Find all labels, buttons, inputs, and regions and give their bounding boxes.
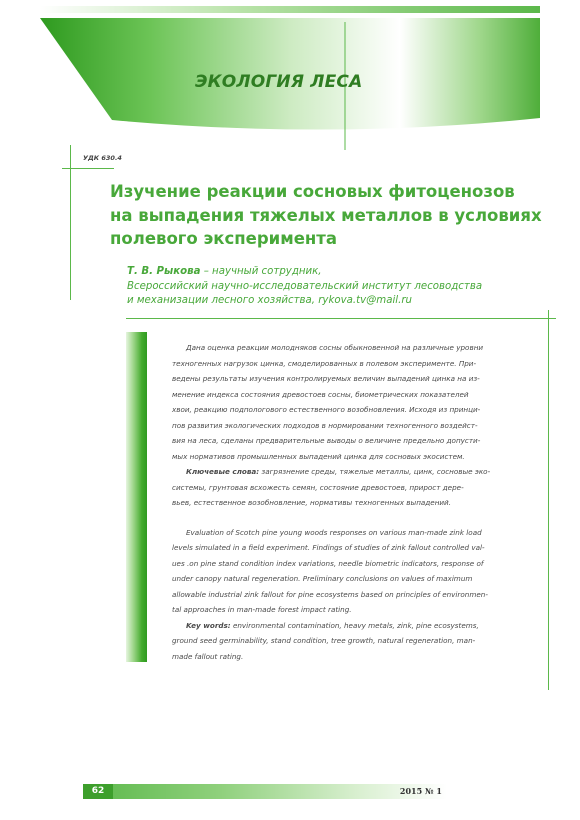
- abstract-ru-line: хвои, реакцию подпологового естественного возобновления. Исходя из принци-: [172, 405, 481, 414]
- right-vertical-rule: [548, 310, 549, 690]
- abstract-en-line: Evaluation of Scotch pine young woods responses on various man-made zink load: [186, 527, 482, 537]
- issue-label: 2015 № 1: [399, 786, 442, 796]
- keywords-ru-text: загрязнение среды, тяжелые металлы, цинк, сосновые эко-: [259, 467, 491, 476]
- article-title: [110, 180, 550, 251]
- title-line: на выпадения тяжелых металлов в условиях: [110, 205, 542, 225]
- keywords-en-text: environmental contamination, heavy metals, zink, pine ecosystems,: [230, 620, 479, 630]
- abstract-ru-line: менение индекса состояния древостоев сосны, биометрических показателей: [172, 389, 469, 399]
- author-name: Т. В. Рыкова: [127, 266, 201, 277]
- author-affiliation: Всероссийский научно-исследовательский институт лесоводства: [127, 280, 483, 292]
- keywords-ru-line: [172, 464, 490, 480]
- top-strip: [40, 6, 540, 13]
- abstract-ru-line: вия на леса, сделаны предварительные выводы о величине предельно допусти-: [172, 436, 481, 445]
- keywords-en-line: ground seed germinability, stand condition, tree growth, natural regeneration, man-: [172, 636, 476, 645]
- author-affiliation-email: и механизации лесного хозяйства, rykova.tv@mail.ru: [127, 295, 413, 306]
- keywords-ru: [172, 464, 490, 511]
- author-role: – научный сотрудник,: [200, 266, 322, 277]
- abstract-ru: [172, 340, 490, 464]
- title-line: Изучение реакции сосновых фитоценозов: [110, 182, 515, 201]
- keywords-en: [172, 618, 490, 665]
- abstract-ru-line: техногенных нагрузок цинка, смоделированных в полевом эксперименте. При-: [172, 358, 477, 368]
- abstract-ru-line: пов развития экологических подходов в нормировании техногенного воздейст-: [172, 420, 478, 430]
- title-line: полевого эксперимента: [110, 229, 337, 248]
- abstract-ru-line: ведены результаты изучения контролируемых величин выпадений цинка на из-: [172, 374, 480, 383]
- abstract-en-line: ues .on pine stand condition index variations, needle biometric indicators, response of: [172, 558, 484, 568]
- page-number: 62: [83, 784, 113, 799]
- abstract-top-rule: [126, 318, 556, 319]
- section-title: ЭКОЛОГИЯ ЛЕСА: [195, 72, 363, 92]
- abstract-en: [172, 525, 490, 618]
- footer-bar: [83, 784, 538, 799]
- udk-code: УДК 630.4: [83, 154, 122, 162]
- abstract-en-line: allowable industrial zink fallout for pine ecosystems based on principles of environmen-: [172, 589, 488, 599]
- author-line: [127, 265, 547, 280]
- udk-rule: [62, 168, 114, 169]
- author-block: [127, 265, 547, 309]
- keywords-ru-line: системы, грунтовая всхожесть семян, состояние древостоев, прирост дере-: [172, 482, 464, 492]
- keywords-ru-label: Ключевые слова:: [186, 467, 260, 476]
- abstract-side-bar: [126, 332, 147, 662]
- abstract-ru-line: Дана оценка реакции молодняков сосны обыкновенной на различные уровни: [186, 343, 484, 352]
- keywords-ru-line: вьев, естественное возобновление, нормативы техногенных выпадений.: [172, 498, 452, 507]
- keywords-en-line: [172, 618, 490, 634]
- abstract-en-line: under canopy natural regeneration. Preliminary conclusions on values of maximum: [172, 574, 473, 583]
- spacer: [172, 511, 490, 525]
- keywords-en-label: Key words:: [186, 620, 231, 630]
- keywords-en-line: made fallout rating.: [172, 651, 244, 661]
- abstract: [172, 340, 490, 664]
- abstract-ru-line: мых нормативов промышленных выпадений цинка для сосновых экосистем.: [172, 451, 465, 461]
- abstract-en-line: tal approaches in man-made forest impact rating.: [172, 605, 352, 614]
- abstract-en-line: levels simulated in a field experiment. Findings of studies of zink fallout controlled val-: [172, 543, 485, 552]
